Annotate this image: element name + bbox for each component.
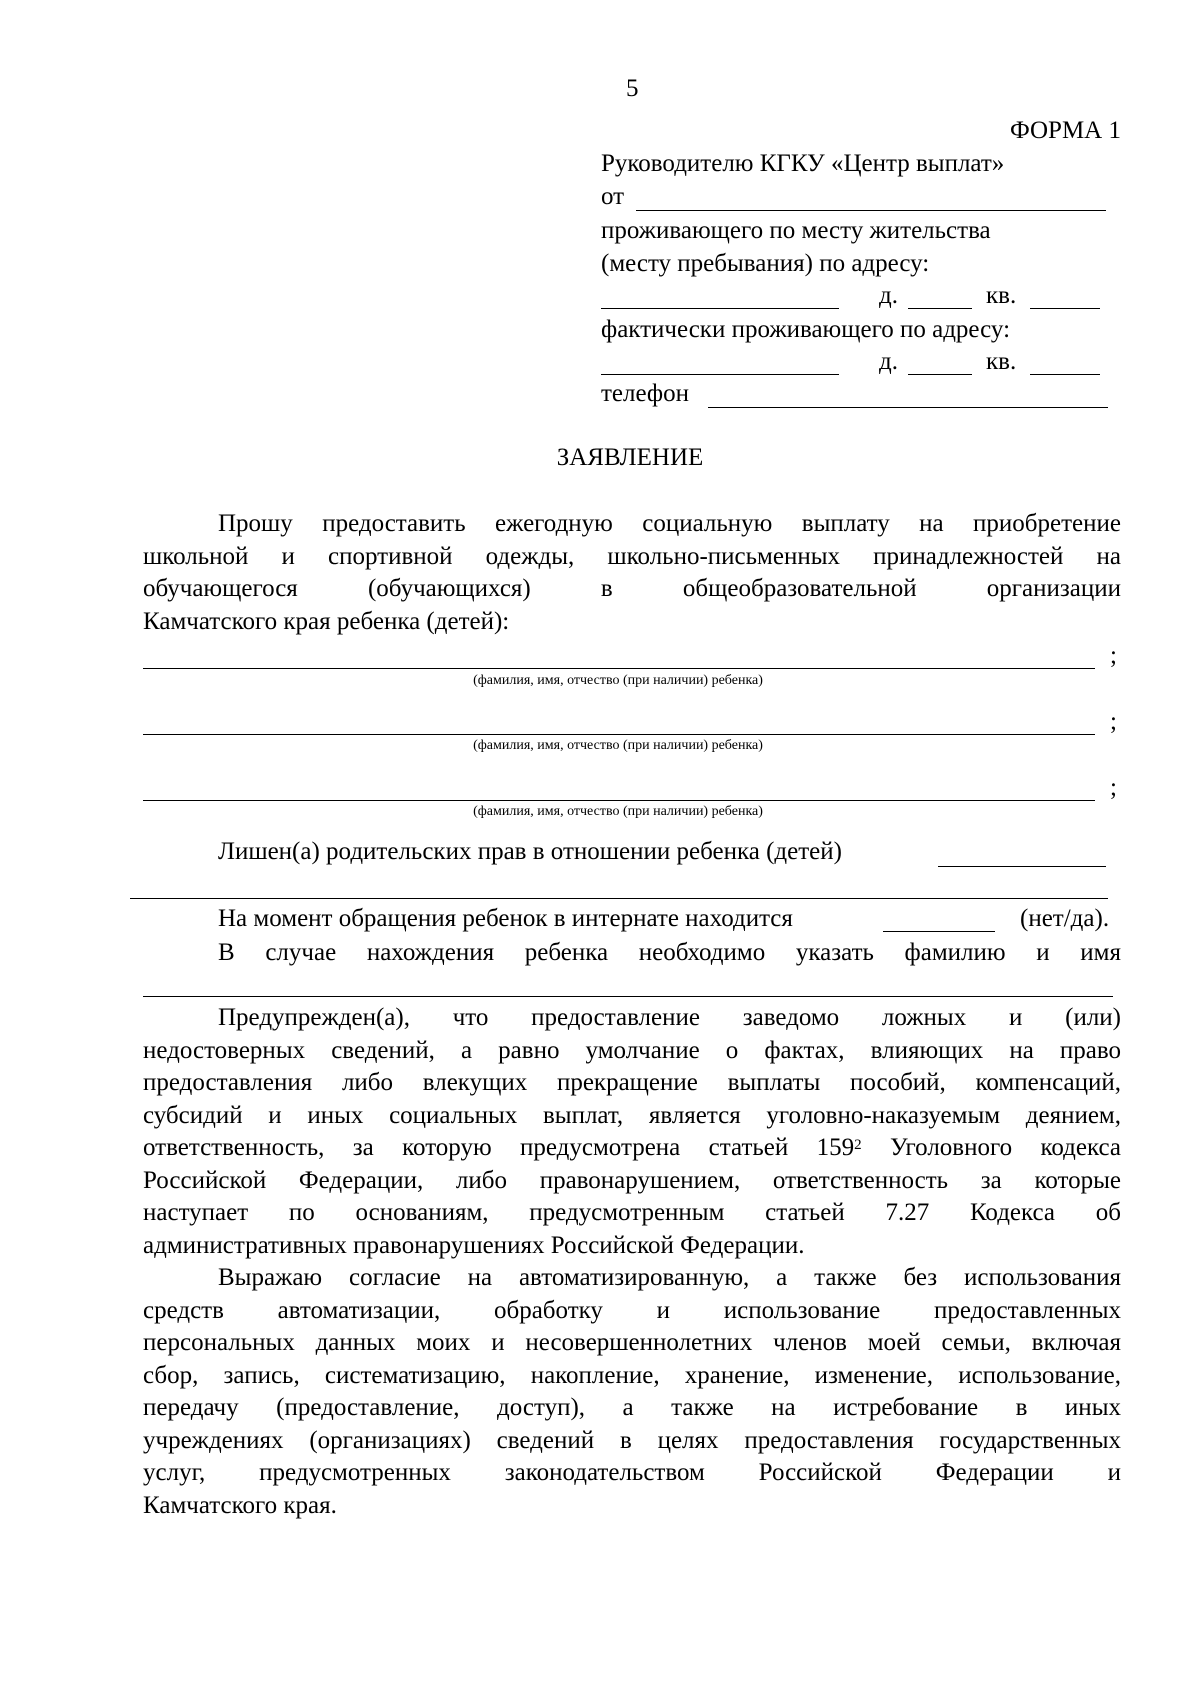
- request-line-4: Камчатского края ребенка (детей):: [143, 607, 510, 635]
- boarding-note-line: В случае нахождения ребенка необходимо указать фамилию и имя: [218, 939, 1121, 966]
- from-label: от: [601, 183, 625, 210]
- request-line-2: школьной и спортивной одежды, школьно-письменных принадлежностей на: [143, 542, 1121, 570]
- warning-line-6: Российской Федерации, либо правонарушением, ответственность за которые: [143, 1166, 1121, 1194]
- warning-line-2: недостоверных сведений, а равно умолчание о фактах, влияющих на право: [143, 1036, 1121, 1064]
- child-1-field[interactable]: [143, 668, 1095, 669]
- request-line-3: обучающегося (обучающихся) в общеобразовательной организации: [143, 575, 1121, 602]
- request-paragraph: [143, 508, 1121, 638]
- warning-line-8: административных правонарушениях Российской Федерации.: [143, 1231, 805, 1259]
- house-label: д.: [879, 282, 898, 309]
- deprived-field[interactable]: [938, 866, 1106, 867]
- apt-label: кв.: [986, 282, 1017, 309]
- deprived-field-continuation[interactable]: [130, 898, 1108, 899]
- request-line-1: Прошу предоставить ежегодную социальную выплату на приобретение: [218, 510, 1121, 537]
- consent-line-8: Камчатского края.: [143, 1491, 337, 1519]
- actual-apt-field[interactable]: [1030, 374, 1100, 375]
- actual-house-field[interactable]: [908, 374, 972, 375]
- address-field[interactable]: [601, 308, 839, 309]
- warning-line-5: [143, 1132, 1121, 1165]
- phone-field[interactable]: [708, 407, 1108, 408]
- warning-line-1: Предупрежден(а), что предоставление заведомо ложных и (или): [218, 1004, 1121, 1031]
- consent-line-1: Выражаю согласие на автоматизированную, а также без использования: [218, 1264, 1121, 1291]
- actual-house-label: д.: [879, 348, 898, 375]
- warning-line-4: субсидий и иных социальных выплат, является уголовно-наказуемым деянием,: [143, 1101, 1121, 1129]
- house-field[interactable]: [908, 308, 972, 309]
- child-3-field[interactable]: [143, 800, 1095, 801]
- boarding-label: На момент обращения ребенок в интернате находится: [218, 905, 793, 932]
- child-2-separator: ;: [1110, 708, 1117, 735]
- consent-line-6: учреждениях (организациях) сведений в целях предоставления государственных: [143, 1426, 1121, 1454]
- child-3-separator: ;: [1110, 774, 1117, 801]
- page-number: 5: [626, 75, 639, 102]
- addressee-title: Руководителю КГКУ «Центр выплат»: [601, 150, 1005, 177]
- consent-line-7: услуг, предусмотренных законодательством Российской Федерации и: [143, 1459, 1121, 1486]
- boarding-field[interactable]: [883, 931, 995, 932]
- form-label: ФОРМА 1: [1009, 117, 1121, 144]
- consent-line-3: персональных данных моих и несовершеннолетних членов моей семьи, включая: [143, 1329, 1121, 1356]
- child-3-caption: (фамилия, имя, отчество (при наличии) ребенка): [473, 804, 763, 819]
- apt-field[interactable]: [1030, 308, 1100, 309]
- boarding-note: [143, 937, 1121, 970]
- actual-residing-label: фактически проживающего по адресу:: [601, 316, 1011, 343]
- child-2-caption: (фамилия, имя, отчество (при наличии) ребенка): [473, 738, 763, 753]
- consent-line-2: средств автоматизации, обработку и использование предоставленных: [143, 1296, 1121, 1324]
- actual-apt-label: кв.: [986, 348, 1017, 375]
- phone-label: телефон: [601, 380, 689, 407]
- document-title: ЗАЯВЛЕНИЕ: [556, 444, 704, 471]
- child-1-separator: ;: [1110, 642, 1117, 669]
- residing-line-2: (месту пребывания) по адресу:: [601, 250, 930, 277]
- residing-line-1: проживающего по месту жительства: [601, 217, 991, 244]
- warning-line-7: наступает по основаниям, предусмотренным статьей 7.27 Кодекса об: [143, 1199, 1121, 1226]
- warning-line-5-start: ответственность, за которую предусмотрена статьей 159: [143, 1134, 855, 1161]
- boarding-name-field[interactable]: [143, 996, 1113, 997]
- consent-line-5: передачу (предоставление, доступ), а также на истребование в иных: [143, 1394, 1121, 1421]
- article-superscript: 2: [854, 1137, 862, 1153]
- child-1-caption: (фамилия, имя, отчество (при наличии) ребенка): [473, 673, 763, 688]
- actual-address-field[interactable]: [601, 374, 839, 375]
- from-field[interactable]: [636, 210, 1106, 211]
- boarding-options: (нет/да).: [1020, 905, 1110, 932]
- warning-paragraph: [143, 1002, 1121, 1262]
- warning-line-5-end: Уголовного кодекса: [861, 1134, 1122, 1161]
- consent-line-4: сбор, запись, систематизацию, накопление, хранение, изменение, использование,: [143, 1361, 1121, 1389]
- deprived-label: Лишен(а) родительских прав в отношении ребенка (детей): [218, 838, 842, 865]
- warning-line-3: предоставления либо влекущих прекращение выплаты пособий, компенсаций,: [143, 1069, 1121, 1096]
- child-2-field[interactable]: [143, 734, 1095, 735]
- consent-paragraph: [143, 1262, 1121, 1522]
